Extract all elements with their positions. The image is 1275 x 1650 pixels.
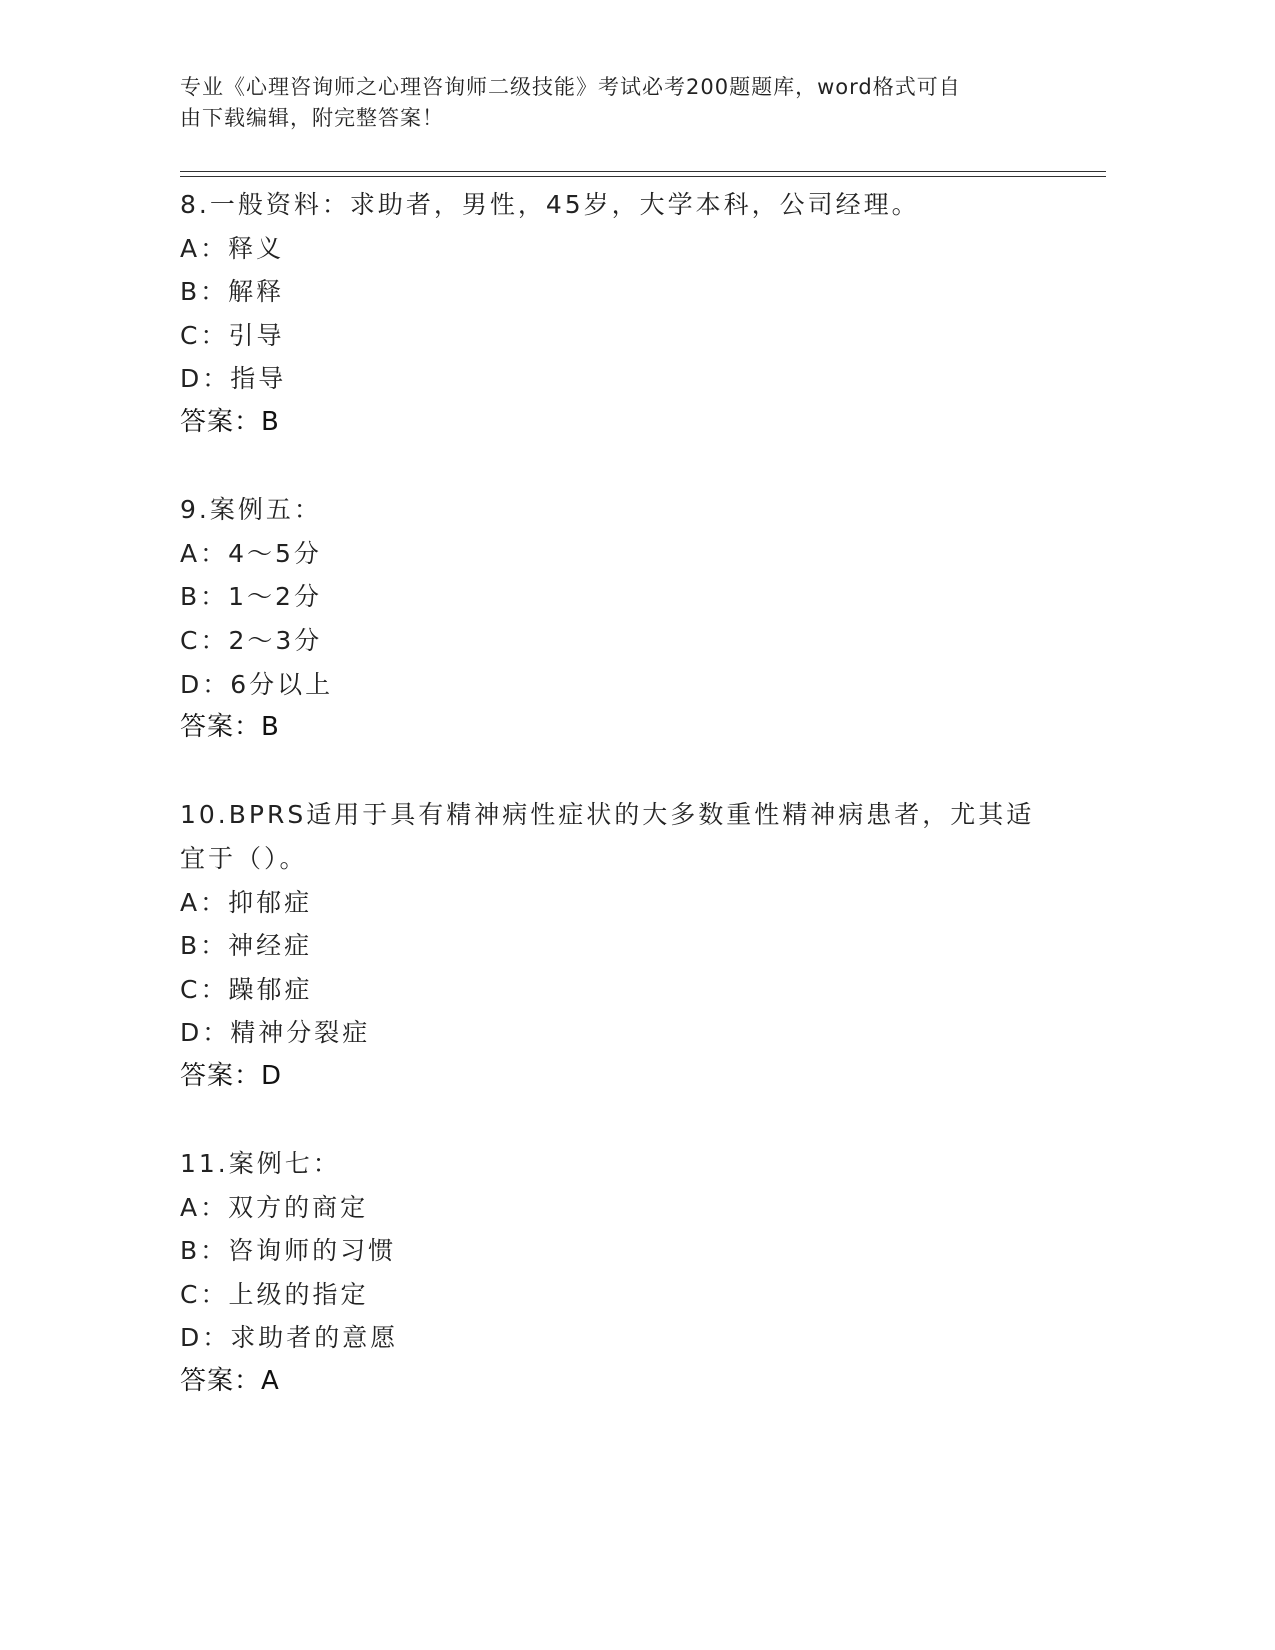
option-d: D：求助者的意愿 <box>180 1323 399 1353</box>
question-10 <box>180 793 1060 1098</box>
option-c: C：上级的指定 <box>180 1279 369 1309</box>
question-list <box>180 183 1060 1404</box>
option-b: B：神经症 <box>180 931 313 961</box>
header-line-2: 由下载编辑，附完整答案！ <box>180 106 444 130</box>
question-stem: 11.案例七： <box>180 1149 341 1179</box>
question-8 <box>180 183 1060 445</box>
option-a: A：抑郁症 <box>180 887 313 917</box>
header-divider-bottom <box>180 176 1106 177</box>
answer-label: 答案：B <box>180 406 280 437</box>
option-b: B：1～2分 <box>180 582 322 612</box>
option-c: C：躁郁症 <box>180 974 313 1004</box>
header-divider-top <box>180 171 1106 172</box>
option-b: B：解释 <box>180 277 285 307</box>
option-a: A：双方的商定 <box>180 1192 369 1222</box>
option-d: D：指导 <box>180 364 287 394</box>
header-line-1: 专业《心理咨询师之心理咨询师二级技能》考试必考200题题库，word格式可自 <box>180 75 961 99</box>
answer-label: 答案：B <box>180 712 280 743</box>
option-c: C：引导 <box>180 320 285 350</box>
option-d: D：6分以上 <box>180 669 334 699</box>
option-a: A：4～5分 <box>180 538 322 568</box>
option-c: C：2～3分 <box>180 625 323 655</box>
question-spacer <box>180 1098 1060 1142</box>
option-d: D：精神分裂症 <box>180 1018 371 1048</box>
option-a: A：释义 <box>180 233 285 263</box>
question-stem: 9.案例五： <box>180 495 322 525</box>
question-spacer <box>180 750 1060 794</box>
question-11 <box>180 1142 1060 1404</box>
document-header <box>180 72 1030 134</box>
question-stem: 10.BPRS适用于具有精神病性症状的大多数重性精神病患者，尤其适宜于（）。 <box>180 800 1035 873</box>
question-spacer <box>180 445 1060 489</box>
question-9 <box>180 488 1060 750</box>
answer-label: 答案：A <box>180 1366 280 1397</box>
question-stem: 8.一般资料：求助者，男性，45岁，大学本科，公司经理。 <box>180 190 920 219</box>
option-b: B：咨询师的习惯 <box>180 1236 397 1266</box>
answer-label: 答案：D <box>180 1060 283 1091</box>
